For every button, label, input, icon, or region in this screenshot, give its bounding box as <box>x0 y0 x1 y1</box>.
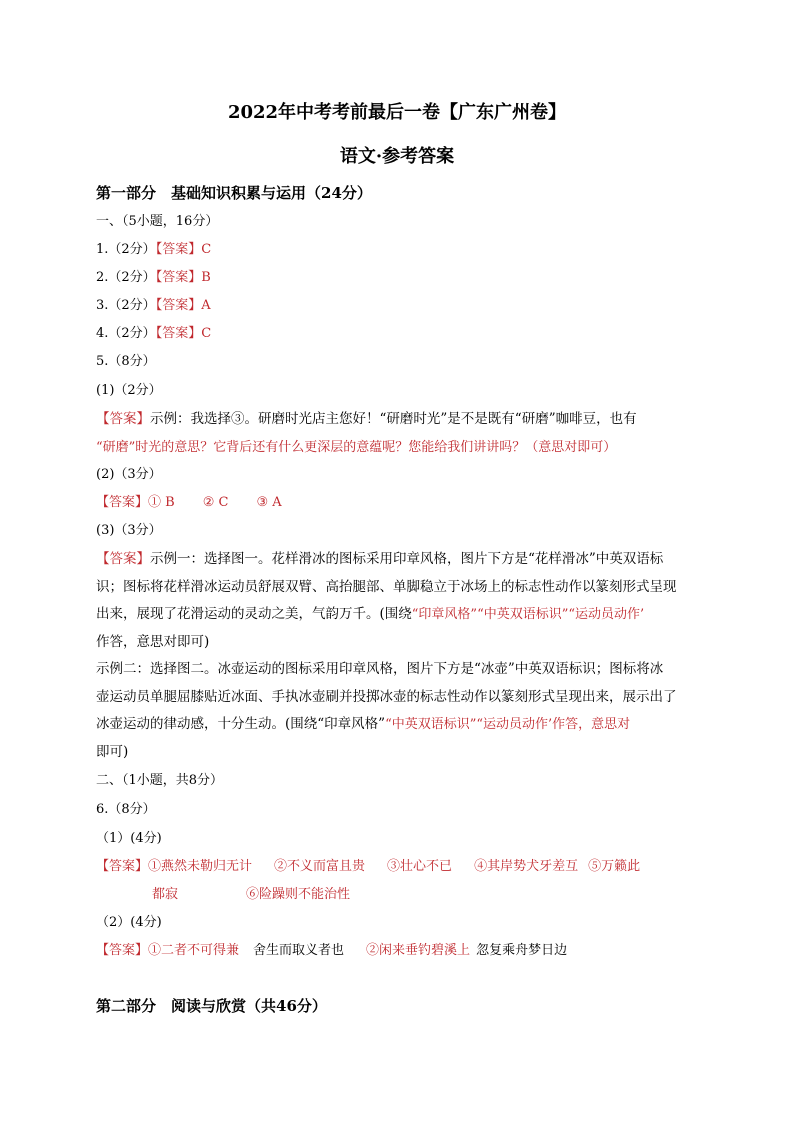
answer-text: 壶运动员单腿屈膝贴近冰面、手执冰壶刷并投掷冰壶的标志性动作以篆刻形式呈现出来，展示出了 <box>96 688 677 705</box>
part1-heading: 第一部分 基础知识积累与运用（24分） <box>96 184 372 202</box>
document-subtitle: 语文·参考答案 <box>339 146 455 167</box>
question-3 <box>96 296 211 316</box>
answer-tag: 【答案】 <box>96 411 150 427</box>
answer-text: 即可) <box>96 743 129 760</box>
q5-part3-answer <box>96 546 700 766</box>
answer-line: 都寂 <box>152 887 179 902</box>
question-6: 6.（8分） <box>96 802 156 817</box>
question-1 <box>96 240 211 260</box>
answer-tag: 【答案】 <box>155 326 202 341</box>
answer-tag: 【答案】 <box>155 270 202 285</box>
q6-part1-answer <box>96 857 640 877</box>
q5-part2-number: (2)（3分） <box>96 467 162 482</box>
answer-text: 示例：我选择③。研磨时光店主您好！“研磨时光”是不是既有“研磨”咖啡豆，也有 <box>150 411 637 427</box>
answer-option: ① B <box>148 495 175 510</box>
question-2 <box>96 268 211 288</box>
answer-tag: 【答案】 <box>96 495 149 510</box>
answer-text: 作答，意思对即可) <box>96 633 210 650</box>
part2-heading: 第二部分 阅读与欣赏（共46分） <box>96 997 327 1015</box>
answer-line: ②不义而富且贵 <box>274 859 366 874</box>
answer-text: 出来，展现了花滑运动的灵动之美，气韵万千。(围绕 <box>96 606 412 622</box>
question-number: 1.（2分） <box>96 242 156 257</box>
answer-text: 冰壶运动的律动感，十分生动。(围绕“印章风格” <box>96 716 386 732</box>
answer-text: “研磨”时光的意思？它背后还有什么更深层的意蕴呢？您能给我们讲讲吗？（意思对即可） <box>96 439 617 455</box>
answer-tag: 【答案】 <box>155 242 202 257</box>
answer-line: 忽复乘舟梦日边 <box>476 943 568 958</box>
q5-part3-number: (3)（3分） <box>96 523 162 538</box>
question-4 <box>96 324 211 344</box>
question-number: 3.（2分） <box>96 298 156 313</box>
answer-option: ③ A <box>256 495 282 510</box>
document-title: 2022年中考考前最后一卷【广东广州卷】 <box>227 102 567 123</box>
answer-line: ①二者不可得兼 <box>148 943 240 958</box>
answer-value: C <box>201 242 212 257</box>
question-number: 4.（2分） <box>96 326 156 341</box>
q6-part1-number: （1）(4分) <box>96 831 162 846</box>
answer-text: 示例一：选择图一。花样滑冰的图标采用印章风格，图片下方是“花样滑冰”中英双语标 <box>150 551 664 567</box>
answer-value: B <box>201 270 211 285</box>
section1-label: 一、（5小题，16分） <box>96 214 219 229</box>
answer-line: ②闲来垂钓碧溪上 <box>366 943 471 958</box>
answer-tag: 【答案】 <box>96 859 149 874</box>
answer-text: 识；图标将花样滑冰运动员舒展双臂、高抬腿部、单脚稳立于冰场上的标志性动作以篆刻形式呈现 <box>96 578 677 595</box>
q5-part2-answer <box>96 493 282 513</box>
answer-text: “中英双语标识”“运动员动作’作答，意思对 <box>385 717 631 732</box>
answer-line: ⑤万籁此 <box>588 859 641 874</box>
question-number: 2.（2分） <box>96 270 156 285</box>
answer-line: ③壮心不已 <box>387 859 453 874</box>
section2-label: 二、（1小题，共8分） <box>96 773 224 788</box>
question-5: 5.（8分） <box>96 354 156 369</box>
q5-part1-answer <box>96 406 700 461</box>
q6-part2-answer <box>96 941 567 961</box>
q6-part2-number: （2）(4分) <box>96 915 162 930</box>
answer-tag: 【答案】 <box>155 298 202 313</box>
answer-text: “印章风格”“中英双语标识”“运动员动作’ <box>411 607 645 622</box>
answer-tag: 【答案】 <box>96 551 150 567</box>
answer-tag: 【答案】 <box>96 943 149 958</box>
answer-value: A <box>201 298 211 313</box>
answer-line: ①燕然未勒归无计 <box>148 859 253 874</box>
answer-line: 舍生而取义者也 <box>253 943 345 958</box>
q6-part1-answer-cont <box>152 885 350 905</box>
answer-line: ⑥险躁则不能治性 <box>246 887 351 902</box>
answer-text: 示例二：选择图二。冰壶运动的图标采用印章风格，图片下方是“冰壶”中英双语标识；图标将冰 <box>96 661 664 677</box>
answer-line: ④其岸势犬牙差互 <box>474 859 579 874</box>
q5-part1-number: (1)（2分） <box>96 383 162 398</box>
answer-value: C <box>201 326 212 341</box>
answer-option: ② C <box>202 495 229 510</box>
